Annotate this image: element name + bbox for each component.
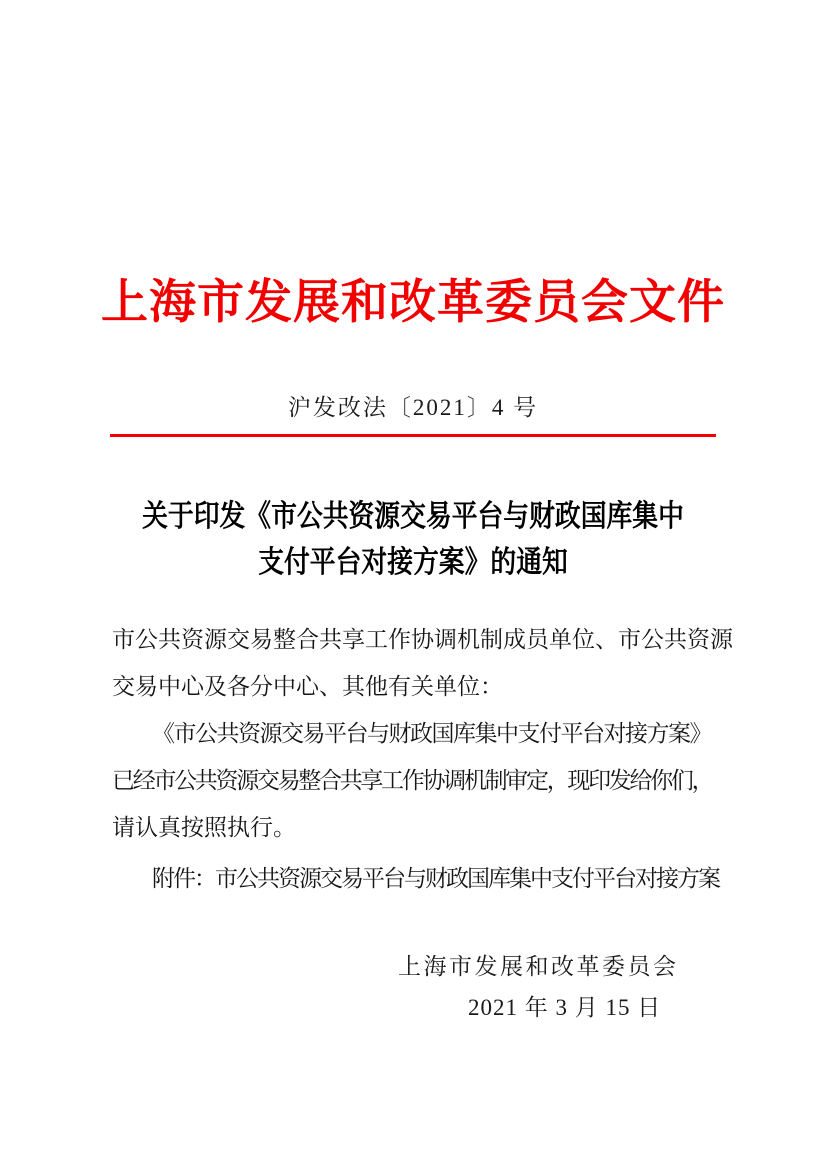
doc-title <box>58 494 768 586</box>
body-line: 《市公共资源交易平台与财政国库集中支付平台对接方案》 <box>152 721 711 746</box>
doc-title-line-1: 关于印发《市公共资源交易平台与财政国库集中 <box>142 500 684 533</box>
body-paragraphs <box>112 616 733 851</box>
doc-title-line-2: 支付平台对接方案》的通知 <box>258 546 568 579</box>
body-line: 交易中心及各分中心、其他有关单位： <box>112 674 503 699</box>
agency-header-title: 上海市发展和改革委员会文件 <box>101 277 725 329</box>
body-line: 已经市公共资源交易整合共享工作协调机制审定，现印发给你们， <box>112 768 713 793</box>
red-divider-line <box>110 434 716 437</box>
issuer-signature: 上海市发展和改革委员会 <box>398 954 679 979</box>
attachment-line: 附件：市公共资源交易平台与财政国库集中支付平台对接方案 <box>152 866 719 891</box>
issue-date: 2021 年 3 月 15 日 <box>468 995 662 1020</box>
body-line: 请认真按照执行。 <box>112 815 296 840</box>
body-line: 市公共资源交易整合共享工作协调机制成员单位、市公共资源 <box>112 627 733 652</box>
doc-number: 沪发改法〔2021〕4 号 <box>287 395 539 420</box>
